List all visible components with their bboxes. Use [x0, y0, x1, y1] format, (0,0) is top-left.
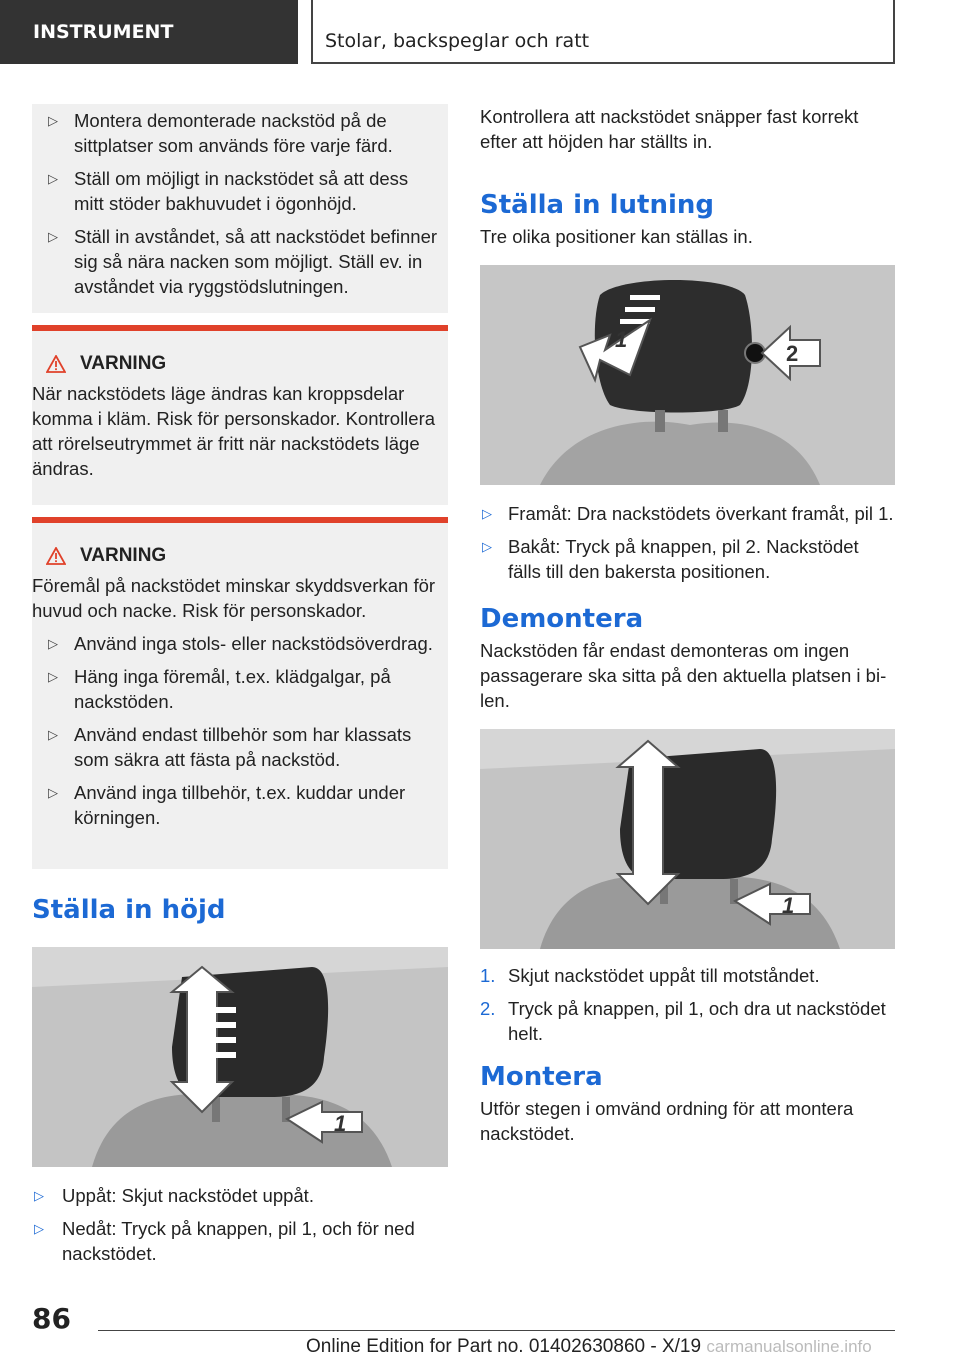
- list-item: [32, 1183, 448, 1208]
- image-callout-label: 1: [782, 893, 795, 918]
- chapter-title: [311, 0, 895, 64]
- numbered-step: [480, 963, 896, 988]
- warning-title: [32, 545, 436, 567]
- triangle-bullet-icon: ▷: [48, 727, 58, 742]
- list-item-text: Framåt: Dra nackstödets överkant framåt, pil 1.: [508, 503, 894, 524]
- list-item-text: Montera demonterade nackstöd på de sittplatser som används före varje färd.: [74, 110, 393, 156]
- list-item: [32, 1216, 448, 1266]
- triangle-bullet-icon: ▷: [34, 1188, 44, 1203]
- list-item-text: Använd endast tillbehör som har klassats som säkra att fästa på nackstöd.: [74, 724, 412, 770]
- section-heading: Demontera: [480, 604, 644, 634]
- list-item: [32, 722, 436, 772]
- right-column: [480, 104, 896, 1146]
- warning-title: [32, 353, 436, 375]
- list-item: [32, 224, 438, 299]
- triangle-bullet-icon: ▷: [48, 669, 58, 684]
- list-item: [32, 166, 438, 216]
- list-item: [480, 534, 896, 584]
- section-heading: Ställa in höjd: [32, 895, 226, 925]
- list-item-text: Häng inga föremål, t.ex. klädgalgar, på nackstöden.: [74, 666, 391, 712]
- triangle-bullet-icon: ▷: [48, 636, 58, 651]
- warning-box-1: [32, 325, 448, 505]
- step-text: Skjut nackstödet uppåt till motståndet.: [508, 965, 820, 986]
- list-item-text: Ställ in avståndet, så att nackstödet befinner sig så nära nacken som möjligt. Ställ ev. in avståndet via ryggstödslutningen.: [74, 226, 438, 297]
- warning-body: Föremål på nackstödet minskar skyddsverkan för huvud och nacke. Risk för personskador.: [32, 575, 436, 621]
- headrest-height-drawing: [32, 947, 448, 1167]
- triangle-bullet-icon: ▷: [48, 785, 58, 800]
- image-callout-label: 2: [786, 341, 799, 366]
- list-item-text: Uppåt: Skjut nackstödet uppåt.: [62, 1185, 314, 1206]
- warning-title-text: VARNING: [80, 545, 167, 566]
- body-text: Nackstöden får endast demonteras om ingen passagerare ska sitta på den aktuella platsen i bilen.: [480, 640, 887, 711]
- headrest-tilt-drawing: [480, 265, 895, 485]
- body-text: Tre olika positioner kan ställas in.: [480, 226, 753, 247]
- list-item-text: Använd inga stols- eller nackstödsöverdrag.: [74, 633, 433, 654]
- warning-body: När nackstödets läge ändras kan kroppsdelar komma i kläm. Risk för personskador. Kontrollera att rörelseutrymmet är fritt när nackstödets läge ändras.: [32, 383, 436, 479]
- warning-triangle-icon: [46, 547, 66, 565]
- body-text: Utför stegen i omvänd ordning för att montera nackstödet.: [480, 1098, 854, 1144]
- footer-divider: [98, 1330, 895, 1331]
- edition-footer: [306, 1336, 872, 1358]
- list-item-text: Nedåt: Tryck på knappen, pil 1, och för ned nackstödet.: [62, 1218, 415, 1264]
- section-heading: Montera: [480, 1062, 603, 1092]
- section-heading: Ställa in lutning: [480, 190, 714, 220]
- warning-title-text: VARNING: [80, 353, 167, 374]
- triangle-bullet-icon: ▷: [482, 506, 492, 521]
- list-item: [32, 631, 436, 656]
- image-callout-label: 1: [334, 1111, 347, 1136]
- intro-text: Kontrollera att nackstödet snäpper fast korrekt efter att höjden har ställts in.: [480, 106, 859, 152]
- triangle-bullet-icon: ▷: [34, 1221, 44, 1236]
- triangle-bullet-icon: ▷: [482, 539, 492, 554]
- list-item-text: Bakåt: Tryck på knappen, pil 2. Nackstödet fälls till den bakersta positionen.: [508, 536, 859, 582]
- warning-triangle-icon: [46, 355, 66, 373]
- list-item: [32, 780, 436, 830]
- watermark-text: carmanualsonline.info: [706, 1337, 872, 1356]
- list-item: [32, 664, 436, 714]
- section-tab: INSTRUMENT: [0, 0, 298, 64]
- image-callout-label: 1: [615, 327, 628, 352]
- page-number: 86: [32, 1302, 71, 1335]
- list-item-text: Ställ om möjligt in nackstödet så att dess mitt stöder bakhuvudet i ögonhöjd.: [74, 168, 409, 214]
- headrest-remove-drawing: [480, 729, 895, 949]
- remove-steps: [480, 963, 896, 1046]
- chapter-title-text: Stolar, backspeglar och ratt: [325, 30, 590, 52]
- triangle-bullet-icon: ▷: [48, 113, 58, 128]
- mounting-bullets: [32, 104, 448, 313]
- warning-box-2: [32, 517, 448, 869]
- headrest-remove-illustration: [480, 729, 895, 949]
- headrest-height-illustration: [32, 947, 448, 1167]
- triangle-bullet-icon: ▷: [48, 171, 58, 186]
- list-item: [480, 501, 896, 526]
- headrest-tilt-illustration: [480, 265, 895, 485]
- left-column: [32, 104, 448, 1274]
- numbered-step: [480, 996, 896, 1046]
- tilt-bullets: [480, 501, 896, 584]
- height-bullets: [32, 1183, 448, 1266]
- list-item: [32, 108, 438, 158]
- step-number: 1.: [480, 965, 496, 986]
- list-item-text: Använd inga tillbehör, t.ex. kuddar under körningen.: [74, 782, 406, 828]
- edition-text: Online Edition for Part no. 01402630860 - X/19: [306, 1336, 702, 1357]
- triangle-bullet-icon: ▷: [48, 229, 58, 244]
- step-text: Tryck på knappen, pil 1, och dra ut nackstödet helt.: [508, 998, 886, 1044]
- step-number: 2.: [480, 998, 496, 1019]
